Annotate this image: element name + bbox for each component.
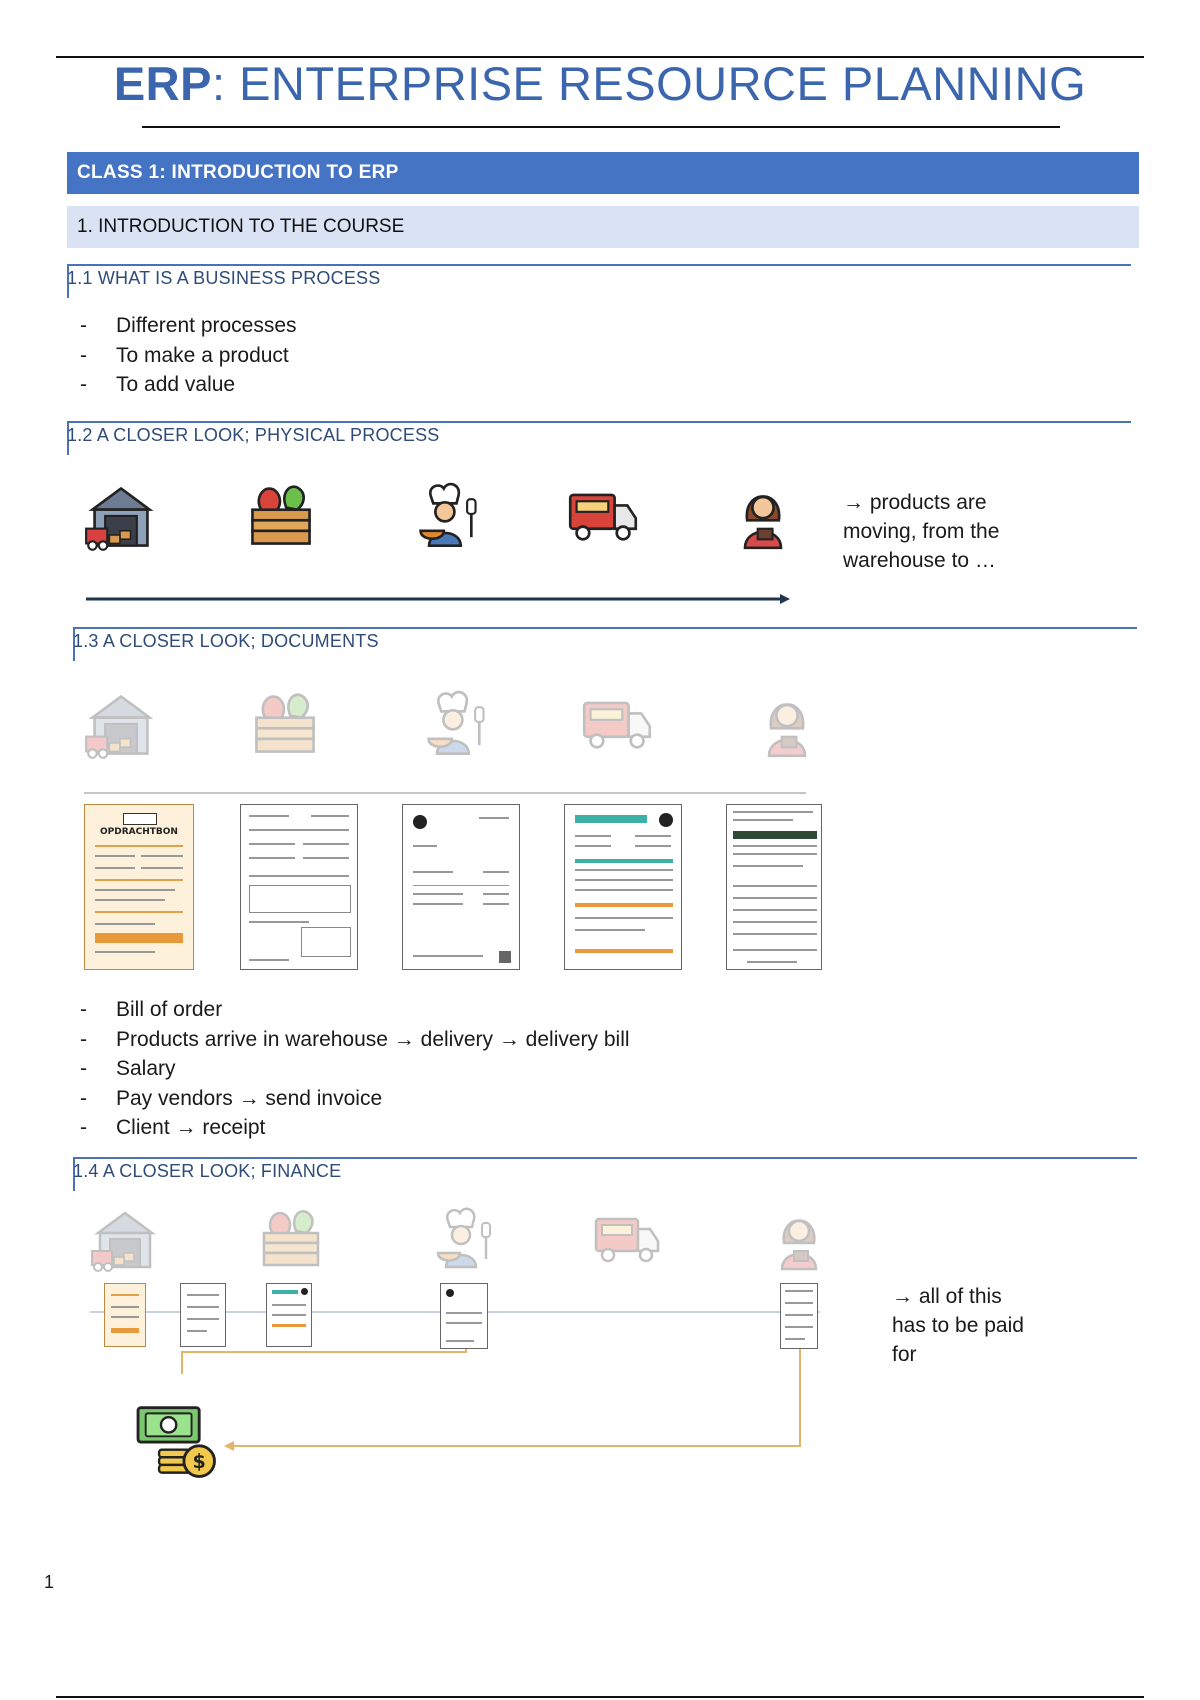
food-truck-icon [566,478,640,552]
chef-icon [410,478,484,552]
physical-process-note: → products are moving, from the warehouse to … [843,491,1000,572]
bottom-rule [56,1696,1144,1698]
finance-note: → all of this has to be paid for [892,1285,1024,1366]
intro-heading: 1. INTRODUCTION TO THE COURSE [67,206,1139,248]
warehouse-icon [84,688,158,762]
salary-slip-document [564,804,682,970]
list-item: - Salary [80,1054,630,1084]
food-truck-icon [580,686,654,760]
list-item: - Bill of order [80,995,630,1025]
list-item: - Pay vendors → send invoice [80,1084,630,1114]
process-arrow [84,592,794,606]
section-1-3-list [80,995,630,1143]
delivery-bill-document [240,804,358,970]
food-truck-icon [592,1203,662,1273]
section-1-4-heading: 1.4 A CLOSER LOOK; FINANCE [73,1157,1137,1187]
list-item: - To add value [80,370,297,400]
list-item: - Products arrive in warehouse → delivery → delivery bill [80,1025,630,1055]
section-1-2-heading: 1.2 A CLOSER LOOK; PHYSICAL PROCESS [67,421,1131,451]
vegetable-crate-icon [256,1203,326,1273]
vegetable-crate-icon [244,478,318,552]
invoice-document [402,804,520,970]
section-1-1-list [80,311,297,400]
order-bill-thumbnail [104,1283,146,1347]
customer-icon [726,478,800,552]
money-icon [134,1400,230,1486]
receipt-document [726,804,822,970]
salary-slip-thumbnail [266,1283,312,1347]
list-item: - Client → receipt [80,1113,630,1143]
warehouse-icon [90,1205,160,1275]
section-1-1-heading: 1.1 WHAT IS A BUSINESS PROCESS [67,264,1131,294]
vegetable-crate-icon [248,686,322,760]
section-1-3-heading: 1.3 A CLOSER LOOK; DOCUMENTS [73,627,1137,657]
customer-icon [764,1203,834,1273]
page-title: ERP: ENTERPRISE RESOURCE PLANNING [113,57,1087,110]
list-item: - Different processes [80,311,297,341]
order-bill-document: OPDRACHTBON [84,804,194,970]
class-heading: CLASS 1: INTRODUCTION TO ERP [67,152,1139,194]
list-item: - To make a product [80,341,297,371]
customer-icon [750,686,824,760]
receipt-thumbnail [780,1283,818,1349]
faded-process-arrow [84,792,806,794]
title-underline [142,126,1060,128]
invoice-thumbnail [440,1283,488,1349]
delivery-bill-thumbnail [180,1283,226,1347]
chef-icon [418,686,492,760]
chef-icon [428,1203,498,1273]
warehouse-icon [84,480,158,554]
page-number: 1 [44,1572,55,1592]
